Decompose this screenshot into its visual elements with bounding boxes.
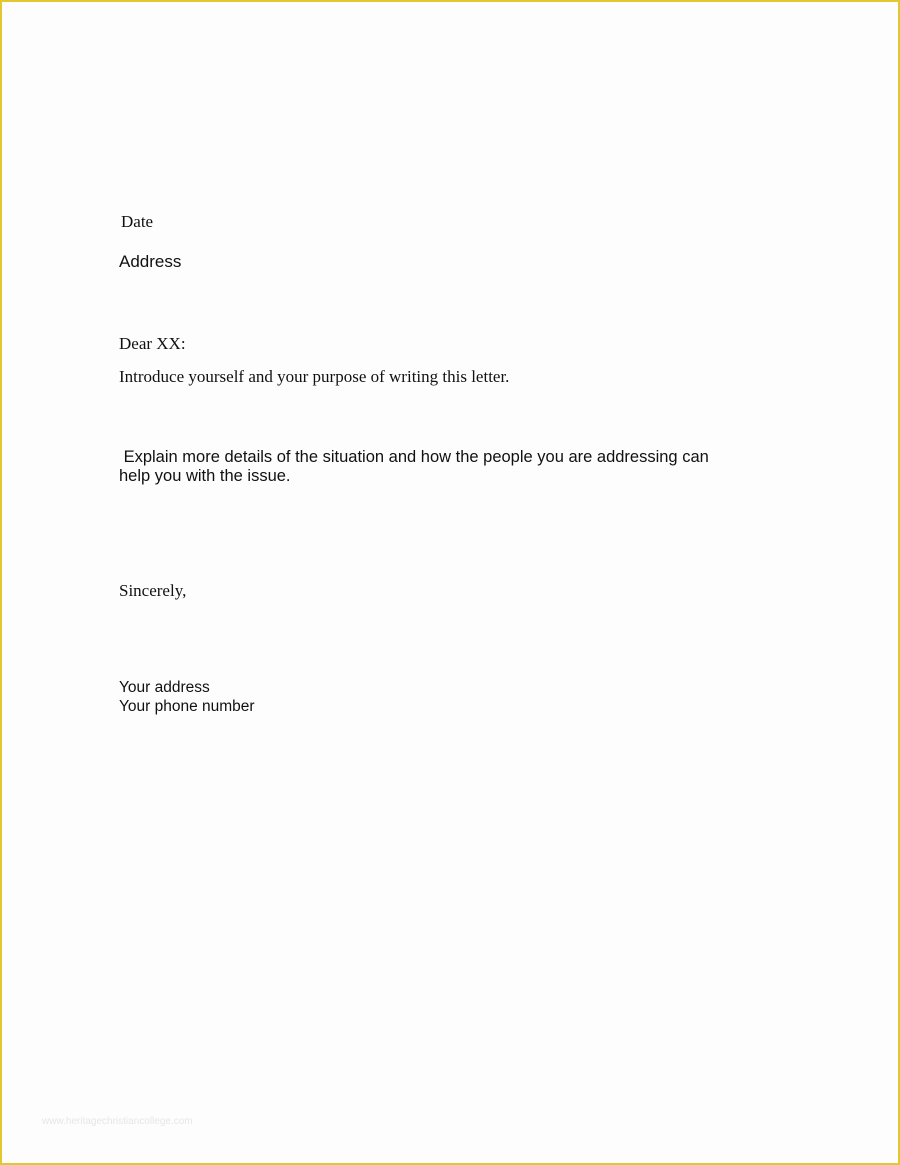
details-paragraph <box>119 448 759 485</box>
watermark: www.heritagechristiancollege.com <box>42 1116 193 1127</box>
salutation: Dear XX: <box>119 334 186 353</box>
details-line-2: help you with the issue. <box>119 466 291 485</box>
details-line-1: Explain more details of the situation and how the people you are addressing can <box>119 448 709 466</box>
intro-paragraph: Introduce yourself and your purpose of writing this letter. <box>119 367 510 386</box>
sender-address: Your address <box>119 679 210 696</box>
closing: Sincerely, <box>119 581 187 600</box>
recipient-address: Address <box>119 252 182 271</box>
date-line: Date <box>121 212 154 231</box>
sender-phone: Your phone number <box>119 698 255 715</box>
